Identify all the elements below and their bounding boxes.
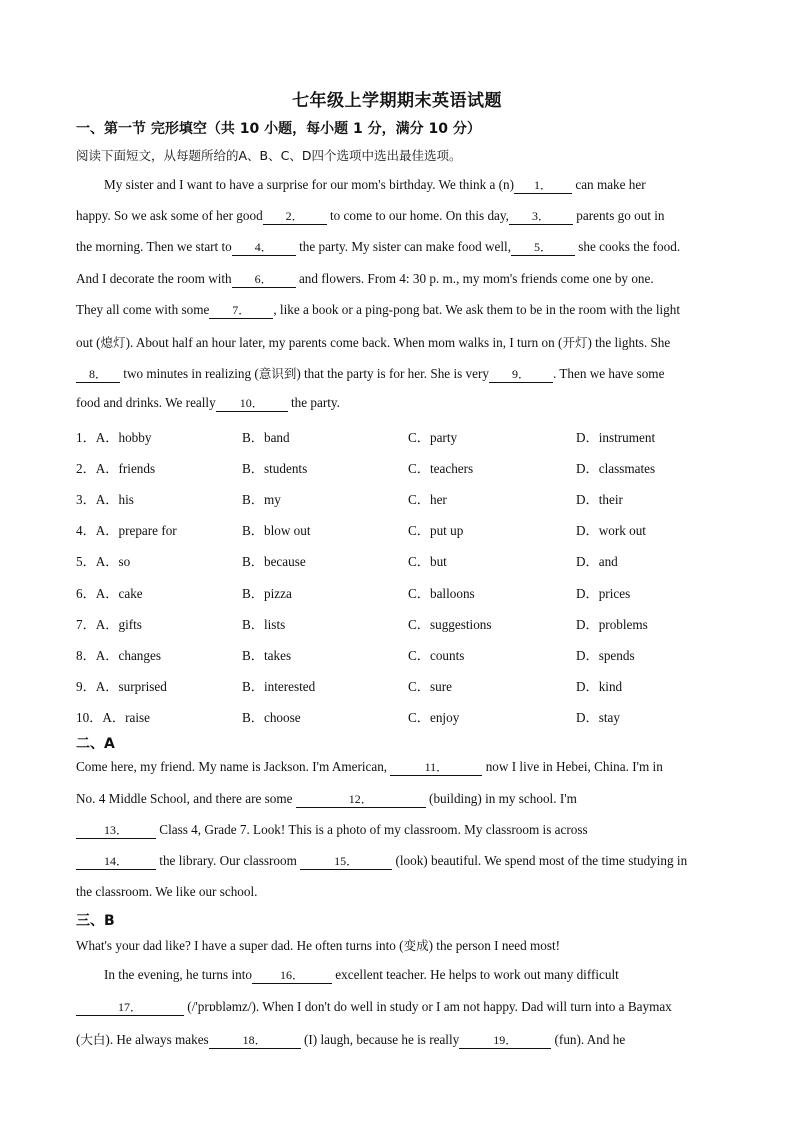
- s2-line-5: the classroom. We like our school.: [76, 884, 258, 899]
- s2-line-3: 13． Class 4, Grade 7. Look! This is a photo of my classroom. My classroom is across: [76, 822, 746, 839]
- passage-line-6: out (熄灯). About half an hour later, my parents come back. When mom walks in, I turn on (开灯) the lights. She: [76, 335, 671, 350]
- blank-8[interactable]: 8．: [76, 367, 120, 383]
- option-a[interactable]: A．gifts: [95, 617, 142, 632]
- option-a[interactable]: A．surprised: [95, 679, 167, 694]
- s2-line-1: Come here, my friend. My name is Jackson. I'm American, 11． now I live in Hebei, China. I'm in: [76, 759, 663, 774]
- question-row: 9．A．surprised B．interested C．sure D．kind: [76, 676, 756, 696]
- option-d[interactable]: D．their: [576, 492, 623, 507]
- option-d[interactable]: D．work out: [576, 523, 646, 538]
- blank-11[interactable]: 11．: [390, 760, 482, 776]
- option-b[interactable]: B．pizza: [242, 586, 292, 601]
- page-title: 七年级上学期期末英语试题: [292, 91, 502, 111]
- option-c[interactable]: C．enjoy: [408, 710, 460, 725]
- blank-2[interactable]: 2．: [263, 209, 327, 225]
- passage-line-8: food and drinks. We really 10． the party.: [76, 395, 340, 410]
- option-c[interactable]: C．counts: [408, 648, 465, 663]
- passage-line-1: My sister and I want to have a surprise for our mom's birthday. We think a (n) 1． can make her: [104, 177, 646, 192]
- option-c[interactable]: C．put up: [408, 523, 464, 538]
- blank-7[interactable]: 7．: [209, 303, 273, 319]
- s2-line-2: No. 4 Middle School, and there are some 12． (building) in my school. I'm: [76, 791, 577, 806]
- option-a[interactable]: A．friends: [95, 461, 156, 476]
- section2-heading: 二、A: [76, 736, 115, 752]
- question-row: 4．A．prepare for B．blow out C．put up D．work out: [76, 520, 756, 540]
- option-c[interactable]: C．but: [408, 554, 447, 569]
- blank-13[interactable]: 13．: [76, 823, 156, 839]
- blank-14[interactable]: 14．: [76, 854, 156, 870]
- option-b[interactable]: B．lists: [242, 617, 286, 632]
- option-c[interactable]: C．sure: [408, 679, 452, 694]
- passage-line-4: And I decorate the room with 6． and flowers. From 4: 30 p. m., my mom's friends come one by one.: [76, 271, 654, 286]
- passage-line-7: 8． two minutes in realizing (意识到) that the party is for her. She is very 9． . Then we have some: [76, 364, 746, 383]
- question-row: 6．A．cake B．pizza C．balloons D．prices: [76, 583, 756, 603]
- option-d[interactable]: D．problems: [576, 617, 648, 632]
- option-d[interactable]: D．kind: [576, 679, 623, 694]
- option-b[interactable]: B．band: [242, 430, 290, 445]
- section1-instruction: 阅读下面短文，从每题所给的A、B、C、D四个选项中选出最佳选项。: [76, 148, 462, 163]
- option-b[interactable]: B．my: [242, 492, 281, 507]
- option-a[interactable]: A．so: [95, 554, 131, 569]
- option-a[interactable]: A．changes: [95, 648, 161, 663]
- s2-line-4: 14． the library. Our classroom 15． (look) beautiful. We spend most of the time studying in: [76, 853, 746, 870]
- option-d[interactable]: D．instrument: [576, 430, 656, 445]
- s3-line-2: In the evening, he turns into 16． excellent teacher. He helps to work out many difficult: [104, 967, 619, 982]
- option-c[interactable]: C．suggestions: [408, 617, 492, 632]
- question-row: 8．A．changes B．takes C．counts D．spends: [76, 645, 756, 665]
- s3-line-4: (大白). He always makes 18． (I) laugh, because he is really 19． (fun). And he: [76, 1032, 626, 1047]
- option-c[interactable]: C．teachers: [408, 461, 474, 476]
- question-row: 2．A．friends B．students C．teachers D．classmates: [76, 458, 756, 478]
- blank-19[interactable]: 19．: [459, 1033, 551, 1049]
- option-a[interactable]: A．cake: [95, 586, 143, 601]
- option-a[interactable]: A．raise: [102, 710, 150, 725]
- option-b[interactable]: B．students: [242, 461, 308, 476]
- s3-line-3: 17． (/'prɒbləmz/). When I don't do well in study or I am not happy. Dad will turn into a Baymax: [76, 999, 746, 1016]
- option-b[interactable]: B．takes: [242, 648, 292, 663]
- blank-15[interactable]: 15．: [300, 854, 392, 870]
- s3-line-1: What's your dad like? I have a super dad. He often turns into (变成) the person I need most!: [76, 938, 561, 953]
- option-b[interactable]: B．interested: [242, 679, 316, 694]
- option-d[interactable]: D．classmates: [576, 461, 656, 476]
- option-d[interactable]: D．stay: [576, 710, 620, 725]
- section1-heading: 一、第一节 完形填空（共 10 小题，每小题 1 分，满分 10 分）: [76, 121, 481, 137]
- blank-5[interactable]: 5．: [511, 240, 575, 256]
- blank-3[interactable]: 3．: [509, 209, 573, 225]
- passage-line-3: the morning. Then we start to 4． the party. My sister can make food well, 5． she cooks the food.: [76, 239, 681, 254]
- option-a[interactable]: A．hobby: [95, 430, 152, 445]
- blank-16[interactable]: 16．: [252, 968, 332, 984]
- option-c[interactable]: C．balloons: [408, 586, 475, 601]
- question-row: 5．A．so B．because C．but D．and: [76, 551, 756, 571]
- option-c[interactable]: C．her: [408, 492, 447, 507]
- blank-10[interactable]: 10．: [216, 396, 288, 412]
- option-a[interactable]: A．prepare for: [95, 523, 177, 538]
- option-b[interactable]: B．because: [242, 554, 306, 569]
- section3-heading: 三、B: [76, 913, 115, 929]
- blank-9[interactable]: 9．: [489, 367, 553, 383]
- question-row: 10．A．raise B．choose C．enjoy D．stay: [76, 707, 756, 727]
- question-row: 1．A．hobby B．band C．party D．instrument: [76, 427, 756, 447]
- option-d[interactable]: D．spends: [576, 648, 635, 663]
- option-b[interactable]: B．choose: [242, 710, 301, 725]
- passage-line-2: happy. So we ask some of her good 2． to come to our home. On this day, 3． parents go out in: [76, 208, 665, 223]
- blank-1[interactable]: 1．: [514, 178, 572, 194]
- question-row: 3．A．his B．my C．her D．their: [76, 489, 756, 509]
- blank-6[interactable]: 6．: [232, 272, 296, 288]
- blank-18[interactable]: 18．: [209, 1033, 301, 1049]
- blank-17[interactable]: 17．: [76, 1000, 184, 1016]
- question-row: 7．A．gifts B．lists C．suggestions D．problems: [76, 614, 756, 634]
- blank-4[interactable]: 4．: [232, 240, 296, 256]
- passage-line-5: They all come with some 7． , like a book or a ping-pong bat. We ask them to be in the room with the light: [76, 302, 681, 317]
- option-d[interactable]: D．prices: [576, 586, 631, 601]
- option-a[interactable]: A．his: [95, 492, 134, 507]
- blank-12[interactable]: 12．: [296, 792, 426, 808]
- option-b[interactable]: B．blow out: [242, 523, 311, 538]
- option-c[interactable]: C．party: [408, 430, 458, 445]
- option-d[interactable]: D．and: [576, 554, 618, 569]
